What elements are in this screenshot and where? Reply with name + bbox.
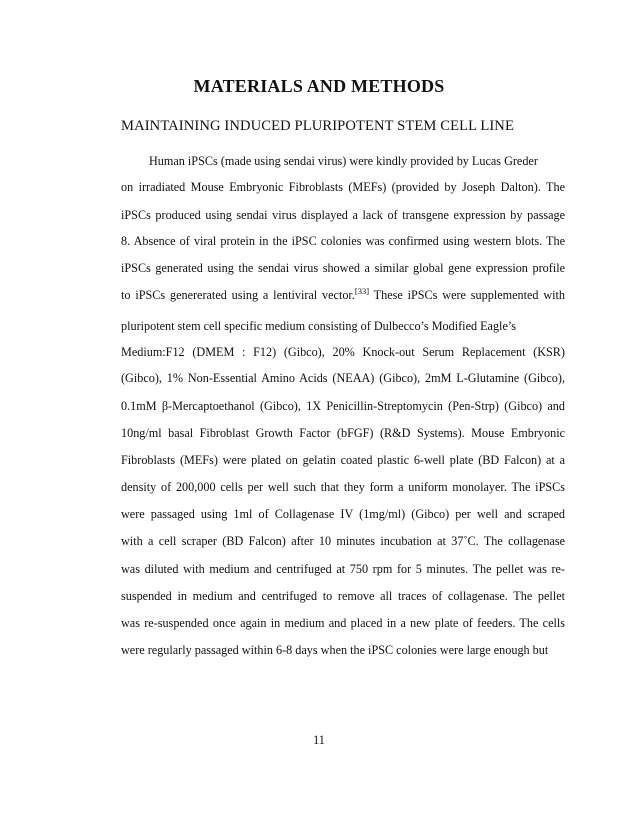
- paragraph-line-6: [121, 287, 565, 303]
- paragraph-line-5: iPSCs generated using the sendai virus showed a similar global gene expression profile: [121, 261, 565, 275]
- paragraph-line-3: iPSCs produced using sendai virus displayed a lack of transgene expression by passage: [121, 208, 565, 222]
- paragraph-line-1: [121, 153, 565, 169]
- paragraph-line-9: (Gibco), 1% Non-Essential Amino Acids (NEAA) (Gibco), 2mM L-Glutamine (Gibco),: [121, 371, 565, 385]
- paragraph-text: to iPSCs genererated using a lentiviral vector.: [121, 288, 355, 302]
- paragraph-line-14: were passaged using 1ml of Collagenase IV (1mg/ml) (Gibco) per well and scraped: [121, 507, 565, 521]
- paragraph-line-19: were regularly passaged within 6-8 days when the iPSC colonies were large enough but: [121, 643, 549, 657]
- paragraph-line-16: was diluted with medium and centrifuged at 750 rpm for 5 minutes. The pellet was re-: [121, 562, 565, 576]
- paragraph-line-15: with a cell scraper (BD Falcon) after 10 minutes incubation at 37˚C. The collagenase: [121, 534, 565, 548]
- paragraph-line-17: suspended in medium and centrifuged to remove all traces of collagenase. The pellet: [121, 589, 565, 603]
- section-heading: MAINTAINING INDUCED PLURIPOTENT STEM CELL LINE: [121, 118, 514, 134]
- paragraph-line-18: was re-suspended once again in medium and placed in a new plate of feeders. The cells: [121, 616, 565, 630]
- paragraph-line-12: Fibroblasts (MEFs) were plated on gelatin coated plastic 6-well plate (BD Falcon) at a: [121, 453, 565, 467]
- page-title: MATERIALS AND METHODS: [193, 76, 445, 96]
- paragraph-line-11: 10ng/ml basal Fibroblast Growth Factor (bFGF) (R&D Systems). Mouse Embryonic: [121, 426, 565, 440]
- paragraph-text: Human iPSCs (made using sendai virus) were kindly provided by Lucas Greder: [149, 154, 538, 168]
- paragraph-line-2: on irradiated Mouse Embryonic Fibroblasts (MEFs) (provided by Joseph Dalton). The: [121, 180, 565, 194]
- paragraph-text: These iPSCs were supplemented with: [369, 288, 566, 302]
- paragraph-line-10: 0.1mM β-Mercaptoethanol (Gibco), 1X Penicillin-Streptomycin (Pen-Strp) (Gibco) and: [121, 399, 565, 413]
- paragraph-line-13: density of 200,000 cells per well such that they form a uniform monolayer. The iPSCs: [121, 480, 565, 494]
- citation-reference: [33]: [354, 285, 370, 296]
- paragraph-line-4: 8. Absence of viral protein in the iPSC colonies was confirmed using western blots. The: [121, 234, 565, 248]
- paragraph-line-8: Medium:F12 (DMEM : F12) (Gibco), 20% Knock-out Serum Replacement (KSR): [121, 345, 565, 359]
- paragraph-line-7: pluripotent stem cell specific medium consisting of Dulbecco’s Modified Eagle’s: [121, 319, 516, 333]
- page-number: 11: [313, 733, 325, 747]
